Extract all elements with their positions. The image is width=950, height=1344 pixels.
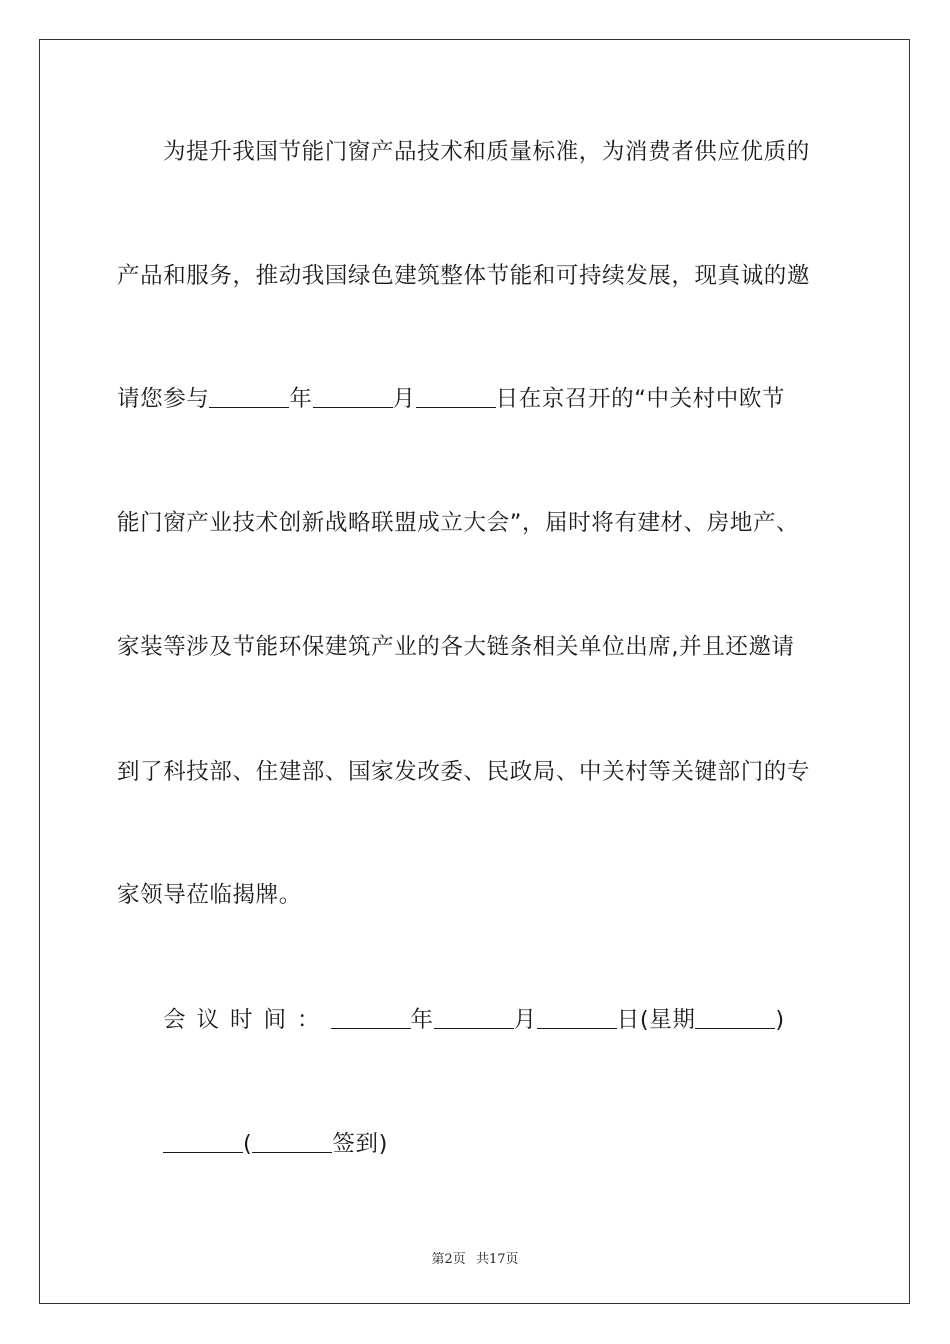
page-footer [0,1248,950,1267]
paragraph-line-2: 产品和服务，推动我国绿色建筑整体节能和可持续发展，现真诚的邀 [117,263,811,289]
paragraph-line-4: 能门窗产业技术创新战略联盟成立大会”，届时将有建材、房地产、 [117,510,800,536]
day-blank [416,385,496,408]
year-label: 年 [289,386,313,412]
meeting-time-line [163,1005,883,1035]
year-blank [209,385,289,408]
meeting-day-blank [537,1006,617,1029]
event-text: 日在京召开的“中关村中欧节 [495,386,786,412]
meeting-day-week-label: 日(星期 [616,1007,696,1033]
weekday-blank [695,1006,775,1029]
meeting-month-label: 月 [513,1007,537,1033]
signin-time-blank [163,1130,243,1153]
page-border [39,39,910,1304]
meeting-time-label: 会议时间： [163,1007,331,1033]
paragraph-line-1: 为提升我国节能门窗产品技术和质量标准，为消费者供应优质的 [163,139,810,165]
month-label: 月 [392,386,416,412]
total-pages: 共17页 [475,1252,519,1267]
meeting-month-blank [434,1006,514,1029]
signin-label: 签到) [332,1131,388,1157]
signin-open-paren: ( [243,1131,253,1157]
meeting-year-blank [331,1006,411,1029]
signin-blank [252,1130,332,1153]
paragraph-line-5: 家装等涉及节能环保建筑产业的各大链条相关单位出席,并且还邀请 [117,634,795,660]
meeting-year-label: 年 [410,1007,434,1033]
month-blank [313,385,393,408]
meeting-close-paren: ) [775,1007,785,1033]
invite-text: 请您参与 [117,386,210,412]
paragraph-line-7: 家领导莅临揭牌。 [117,882,302,908]
paragraph-line-3 [117,384,837,414]
page-number: 第2页 [431,1252,466,1267]
signin-line [163,1129,883,1159]
paragraph-line-6: 到了科技部、住建部、国家发改委、民政局、中关村等关键部门的专 [117,759,811,785]
